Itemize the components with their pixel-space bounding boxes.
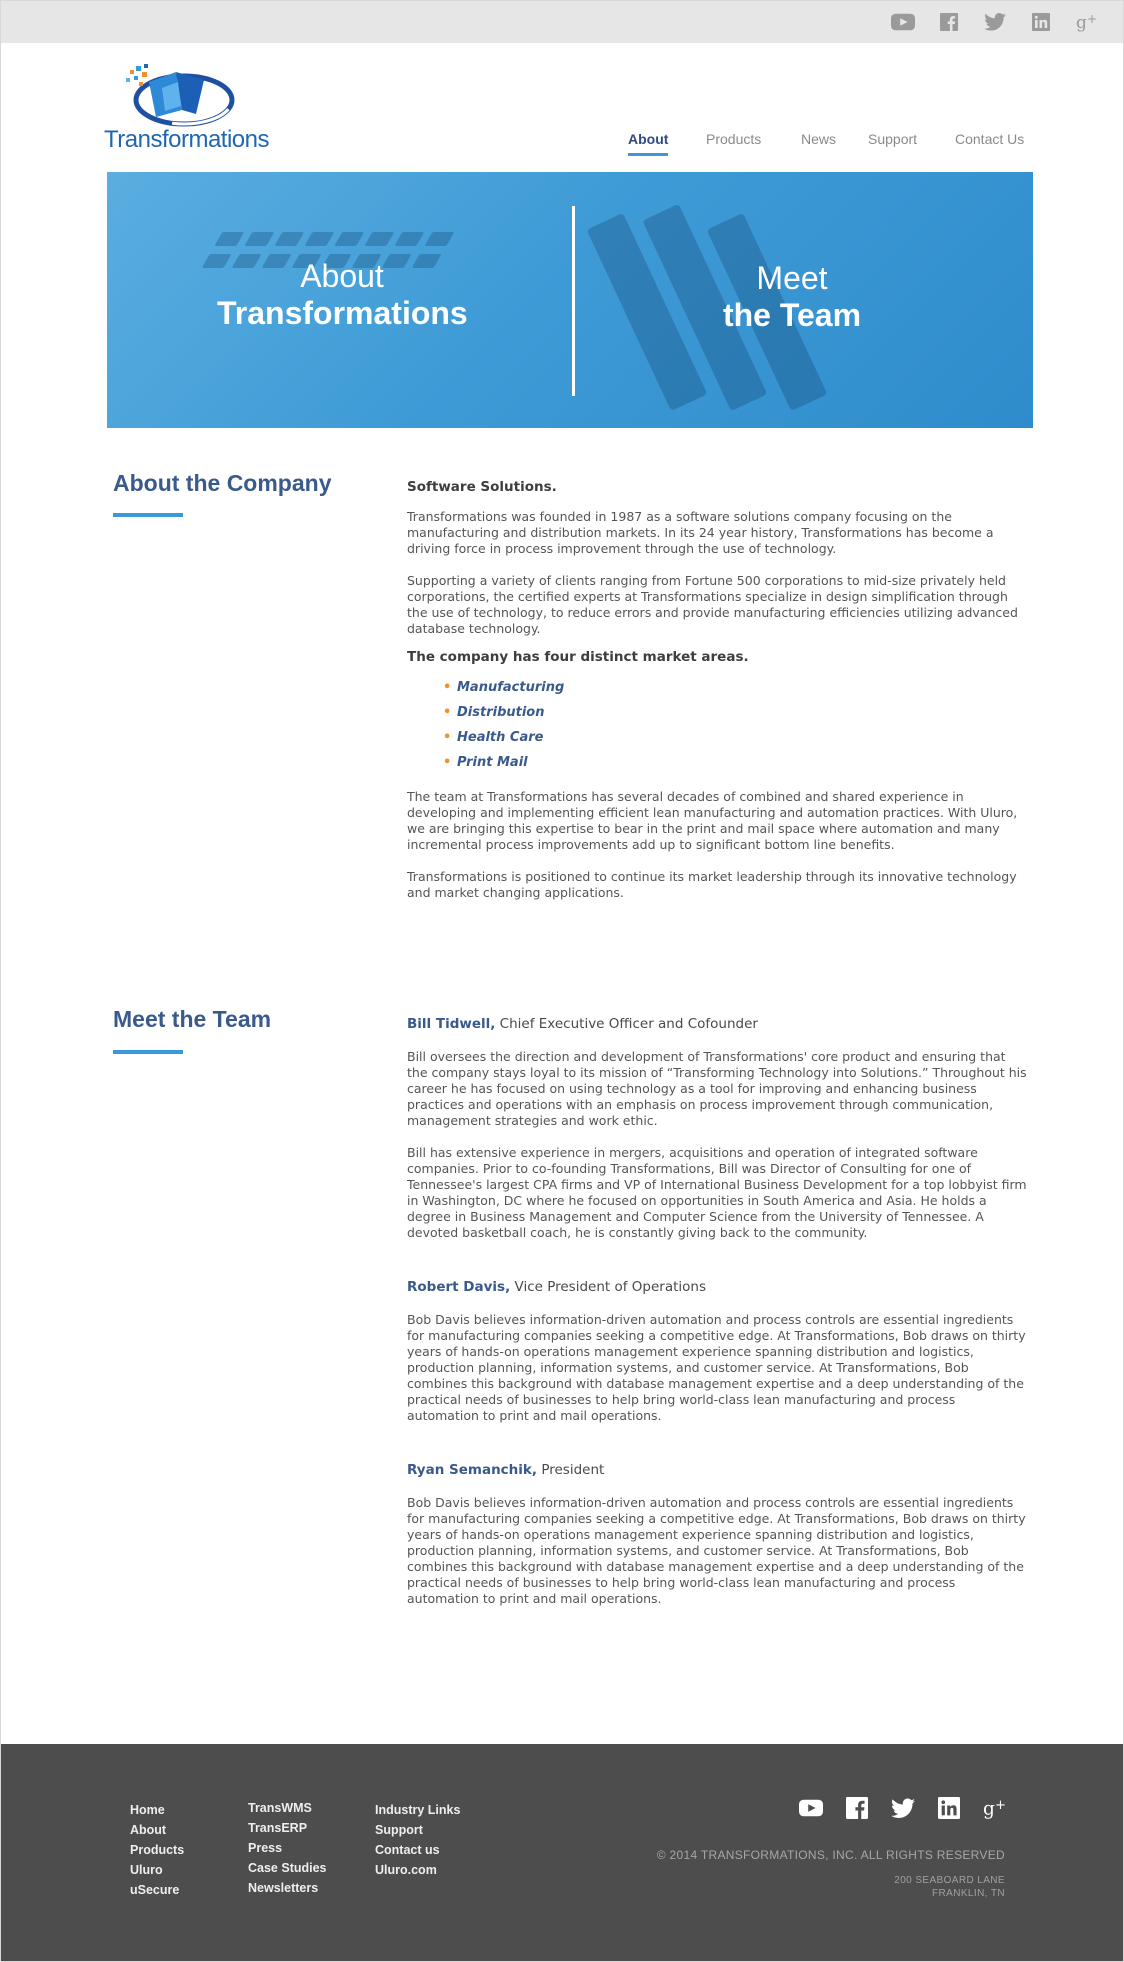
hero-banner — [107, 172, 1033, 428]
svg-text:+: + — [1087, 12, 1098, 26]
svg-text:g: g — [1076, 13, 1087, 32]
footer-link-uluro[interactable]: Uluro — [130, 1863, 163, 1877]
linkedin-icon[interactable] — [937, 1796, 961, 1820]
markets-list — [443, 675, 1027, 775]
youtube-icon[interactable] — [891, 10, 915, 34]
google-plus-icon[interactable] — [983, 1796, 1007, 1820]
footer-link-about[interactable]: About — [130, 1823, 167, 1837]
footer-link-transwms[interactable]: TransWMS — [248, 1801, 312, 1815]
hero-divider — [572, 206, 575, 396]
footer-link-contact-us[interactable]: Contact us — [375, 1843, 440, 1857]
footer-link-industry-links[interactable]: Industry Links — [375, 1803, 461, 1817]
hero-about-line1: About — [300, 258, 384, 294]
hero-team-line2: the Team — [722, 297, 862, 333]
footer-link-products[interactable]: Products — [130, 1843, 185, 1857]
member-name: Ryan Semanchik, — [407, 1462, 538, 1478]
footer-link-uluro-com[interactable]: Uluro.com — [375, 1863, 437, 1877]
top-bar — [1, 1, 1123, 43]
market-item: • Health Care — [443, 725, 1027, 750]
logo-mark-icon — [104, 62, 274, 132]
footer-links-col-3 — [375, 1800, 460, 1880]
address-line-1: 200 SEABOARD LANE — [894, 1875, 1005, 1886]
member-role: Vice President of Operations — [510, 1279, 707, 1295]
top-social-links — [891, 10, 1099, 34]
team-section-title: Meet the Team — [113, 1006, 272, 1032]
footer-link-home[interactable]: Home — [130, 1803, 165, 1817]
team-content — [407, 1016, 1027, 1645]
member-bio: Bill oversees the direction and development of Transformations' core product and ensuring that the company stays loyal to its mission of “Transforming Technology into Solutions.” Throughout his career he has focused on using technology as a tool for improving and enhancing business practices and operations with an emphasis on process improvement through communication, management strategies and work ethic. — [407, 1049, 1027, 1128]
market-item: • Print Mail — [443, 750, 1027, 775]
twitter-icon[interactable] — [891, 1796, 915, 1820]
svg-text:+: + — [995, 1798, 1006, 1814]
about-paragraph-2: Supporting a variety of clients ranging from Fortune 500 corporations to mid-size privately held corporations, the certified experts at Transformations specialize in design simplification through the use of technology, to reduce errors and provide manufacturing efficiencies utilizing advanced database technology. — [407, 573, 1018, 636]
market-item: • Manufacturing — [443, 675, 1027, 700]
footer-link-press[interactable]: Press — [248, 1841, 283, 1855]
hero-about-line2: Transformations — [217, 295, 468, 331]
about-paragraph-4: Transformations is positioned to continue its market leadership through its innovative technology and market changing applications. — [407, 869, 1017, 900]
team-member — [407, 1279, 1027, 1424]
markets-heading: The company has four distinct market areas. — [407, 649, 749, 665]
copyright: © 2014 TRANSFORMATIONS, INC. ALL RIGHTS RESERVED — [656, 1848, 1005, 1862]
hero-team-line1: Meet — [756, 260, 828, 296]
about-content — [407, 479, 1027, 917]
about-title-underline — [113, 513, 183, 517]
footer-link-support[interactable]: Support — [375, 1823, 423, 1837]
nav-about[interactable]: About — [628, 131, 668, 156]
footer-link-case-studies[interactable]: Case Studies — [248, 1861, 327, 1875]
nav-products[interactable]: Products — [706, 131, 762, 147]
hero-team-link[interactable] — [667, 260, 917, 334]
about-paragraph-1: Transformations was founded in 1987 as a software solutions company focusing on the manufacturing and distribution markets. In its 24 year history, Transformations has become a driving force in process improvement through the use of technology. — [407, 509, 994, 556]
hero-about-link[interactable] — [217, 258, 467, 332]
facebook-icon[interactable] — [937, 10, 961, 34]
member-name: Robert Davis, — [407, 1279, 511, 1295]
site-footer — [1, 1744, 1123, 1961]
team-title-underline — [113, 1050, 183, 1054]
member-name: Bill Tidwell, — [407, 1016, 496, 1032]
member-role: Chief Executive Officer and Cofounder — [495, 1016, 758, 1032]
nav-contact-us[interactable]: Contact Us — [955, 131, 1025, 147]
footer-social-links — [799, 1796, 1007, 1820]
address — [894, 1874, 1005, 1900]
member-bio: Bob Davis believes information-driven automation and process controls are essential ingredients for manufacturing companies seeking a competitive edge. At Transformations, Bob draws on thirty years of hands-on operations management experience spanning distribution and logistics, production planning, information systems, and customer service. At Transformations, Bob combines this background with database management expertise and a deep understanding of the practical needs of businesses to help bring world-class lean manufacturing and process automation to print and mail operations. — [407, 1495, 1026, 1606]
about-lead: Software Solutions. — [407, 479, 557, 495]
youtube-icon[interactable] — [799, 1796, 823, 1820]
member-bio: Bob Davis believes information-driven automation and process controls are essential ingredients for manufacturing companies seeking a competitive edge. At Transformations, Bob draws on thirty years of hands-on operations management experience spanning distribution and logistics, production planning, information systems, and customer service. At Transformations, Bob combines this background with database management expertise and a deep understanding of the practical needs of businesses to help bring world-class lean manufacturing and process automation to print and mail operations. — [407, 1312, 1026, 1423]
team-member — [407, 1016, 1027, 1241]
facebook-icon[interactable] — [845, 1796, 869, 1820]
footer-link-transerp[interactable]: TransERP — [248, 1821, 308, 1835]
member-heading — [407, 1462, 1027, 1478]
footer-link-usecure[interactable]: uSecure — [130, 1883, 180, 1897]
member-heading — [407, 1279, 1027, 1295]
logo-text: Transformations — [104, 126, 269, 153]
site-logo[interactable] — [104, 62, 274, 157]
address-line-2: FRANKLIN, TN — [932, 1888, 1005, 1899]
svg-text:g: g — [983, 1798, 995, 1820]
member-heading — [407, 1016, 1027, 1032]
footer-links-col-2 — [248, 1798, 327, 1898]
team-member — [407, 1462, 1027, 1607]
nav-news[interactable]: News — [801, 131, 837, 147]
twitter-icon[interactable] — [983, 10, 1007, 34]
footer-link-newsletters[interactable]: Newsletters — [248, 1881, 319, 1895]
member-bio: Bill has extensive experience in mergers, acquisitions and operation of integrated software companies. Prior to co-founding Transformations, Bill was Director of Consulting for one of Tennessee's largest CPA firms and VP of International Business Development for a top lobbyist firm in Washington, DC where he focused on opportunities in South America and Asia. He holds a degree in Business Management and Computer Science from the University of Tennessee. A devoted basketball coach, he is constantly giving back to the community. — [407, 1145, 1027, 1240]
about-section-title: About the Company — [113, 470, 332, 496]
footer-links-col-1 — [130, 1800, 184, 1900]
google-plus-icon[interactable] — [1075, 10, 1099, 34]
member-role: President — [537, 1462, 605, 1478]
nav-support[interactable]: Support — [868, 131, 918, 147]
market-item: • Distribution — [443, 700, 1027, 725]
about-paragraph-3: The team at Transformations has several decades of combined and shared experience in developing and implementing efficient lean manufacturing and automation practices. With Uluro, we are bringing this expertise to bear in the print and mail space where automation and many incremental process improvements add up to significant bottom line benefits. — [407, 789, 1018, 852]
linkedin-icon[interactable] — [1029, 10, 1053, 34]
